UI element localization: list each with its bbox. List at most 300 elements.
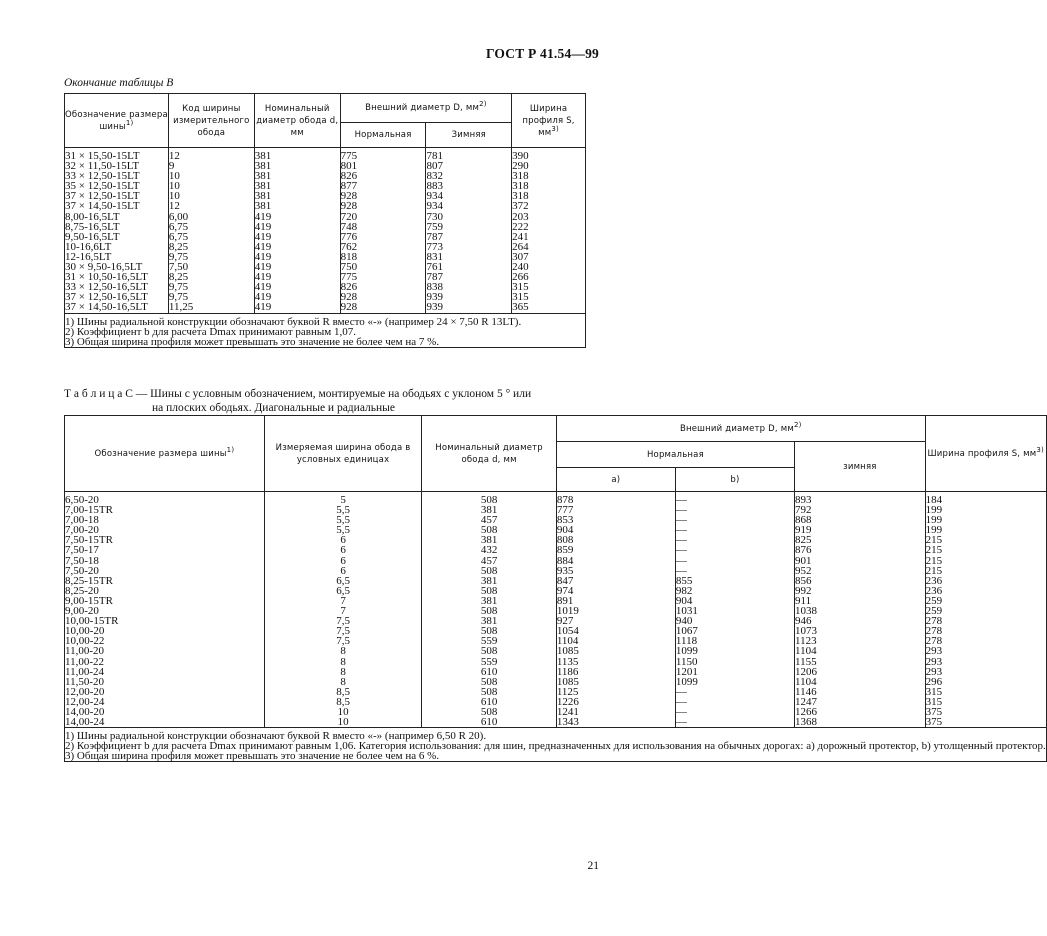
table-cell: 7,00-18 — [65, 515, 265, 525]
table-cell: 877 — [340, 181, 426, 191]
table-cell: 859 — [556, 545, 675, 555]
table-cell: 982 — [675, 586, 794, 596]
table-cell: 928 — [340, 292, 426, 302]
table-cell: 1201 — [675, 667, 794, 677]
table-cell: 5,5 — [264, 515, 422, 525]
table-cell: 7,50-20 — [65, 566, 265, 576]
table-row — [65, 707, 1047, 717]
table-cell: 37 × 12,50-16,5LT — [65, 292, 169, 302]
table-cell: 855 — [675, 576, 794, 586]
table-cell: 290 — [512, 161, 586, 171]
table-cell: 222 — [512, 222, 586, 232]
table-cell: 11,00-24 — [65, 667, 265, 677]
table-row — [65, 667, 1047, 677]
table-cell: 559 — [422, 636, 556, 646]
table-cell: — — [675, 566, 794, 576]
table-cell: 33 × 12,50-16,5LT — [65, 282, 169, 292]
table-cell: 940 — [675, 616, 794, 626]
table-cell: 8,25-15TR — [65, 576, 265, 586]
table-cell: 419 — [254, 242, 340, 252]
table-cell: 381 — [254, 171, 340, 181]
document-id: ГОСТ Р 41.54—99 — [485, 46, 599, 61]
table-cell: 610 — [422, 697, 556, 707]
table-cell: 315 — [512, 292, 586, 302]
table-cell: 7,5 — [264, 616, 422, 626]
table-cell: 826 — [340, 282, 426, 292]
table-c-caption — [64, 387, 584, 415]
table-row — [65, 717, 1047, 728]
table-cell: 6,75 — [168, 222, 254, 232]
table-cell: 14,00-24 — [65, 717, 265, 728]
table-cell: 293 — [925, 646, 1046, 656]
table-cell: 919 — [795, 525, 926, 535]
table-cell: — — [675, 707, 794, 717]
table-cell: 775 — [340, 148, 426, 162]
table-cell: 856 — [795, 576, 926, 586]
table-cell: 773 — [426, 242, 512, 252]
table-cell: 1104 — [795, 677, 926, 687]
table-cell: 8,25 — [168, 242, 254, 252]
table-cell: 801 — [340, 161, 426, 171]
table-cell: 939 — [426, 302, 512, 313]
table-cell: 8,25-20 — [65, 586, 265, 596]
table-cell: 1241 — [556, 707, 675, 717]
table-cell: 807 — [426, 161, 512, 171]
table-cell: 8,5 — [264, 697, 422, 707]
table-row — [65, 505, 1047, 515]
table-row — [65, 181, 586, 191]
table-cell: 935 — [556, 566, 675, 576]
table-cell: 9,75 — [168, 282, 254, 292]
table-cell: 315 — [512, 282, 586, 292]
footnote: 1) Шины радиальной конструкции обозначают буквой R вместо «-» (например 6,50 R 20). — [65, 730, 487, 743]
table-row — [65, 525, 1047, 535]
table-cell: 1155 — [795, 657, 926, 667]
table-cell: 381 — [254, 181, 340, 191]
table-c-caption-line2: на плоских ободьях. Диагональные и радиальные — [152, 402, 395, 414]
table-cell: 5,5 — [264, 505, 422, 515]
table-row — [65, 148, 586, 162]
table-cell: 878 — [556, 492, 675, 506]
header-profile-width: Ширина профиля S, $мм^{3)}$ — [512, 94, 586, 148]
table-cell: 775 — [340, 272, 426, 282]
table-cell: — — [675, 687, 794, 697]
table-cell: 893 — [795, 492, 926, 506]
header-width-code: Код ширины измерительного обода — [168, 94, 254, 148]
table-cell: 6,00 — [168, 212, 254, 222]
table-row — [65, 545, 1047, 555]
footnote: 3) Общая ширина профиля может превышать это значение не более чем на 6 %. — [65, 750, 440, 763]
table-cell: 419 — [254, 262, 340, 272]
table-cell: — — [675, 535, 794, 545]
table-cell: 11,00-20 — [65, 646, 265, 656]
footnote: 2) Коэффициент b для расчета Dmax принимают равным 1,06. Категория использования: для шин, предназначенных для использования на обычных дорогах: a) дорожный протектор, b) утолщенный протектор. — [65, 740, 1046, 753]
table-c — [64, 415, 1047, 762]
table-cell: 419 — [254, 222, 340, 232]
table-cell: 7,5 — [264, 626, 422, 636]
table-cell: 12,00-24 — [65, 697, 265, 707]
table-cell: 318 — [512, 171, 586, 181]
page-number: 21 — [587, 860, 599, 872]
table-c-body — [65, 492, 1047, 728]
table-cell: 12 — [168, 148, 254, 162]
table-cell: 8,00-16,5LT — [65, 212, 169, 222]
table-cell: 7,50-18 — [65, 556, 265, 566]
table-cell: 847 — [556, 576, 675, 586]
table-cell: 508 — [422, 677, 556, 687]
table-cell: — — [675, 492, 794, 506]
table-cell: 31 × 10,50-16,5LT — [65, 272, 169, 282]
table-cell: 278 — [925, 616, 1046, 626]
table-row — [65, 252, 586, 262]
table-row — [65, 302, 586, 313]
table-b — [64, 93, 586, 348]
table-cell: 7 — [264, 596, 422, 606]
table-cell: 215 — [925, 535, 1046, 545]
table-cell: 278 — [925, 626, 1046, 636]
table-cell: 1368 — [795, 717, 926, 728]
table-cell: 730 — [426, 212, 512, 222]
table-cell: 1343 — [556, 717, 675, 728]
table-cell: 8 — [264, 677, 422, 687]
table-cell: 720 — [340, 212, 426, 222]
table-row — [65, 606, 1047, 616]
table-cell: 7,50-15TR — [65, 535, 265, 545]
table-cell: 9 — [168, 161, 254, 171]
table-cell: 419 — [254, 282, 340, 292]
table-row — [65, 201, 586, 211]
table-cell: 7,00-20 — [65, 525, 265, 535]
table-cell: 318 — [512, 181, 586, 191]
table-cell: 6 — [264, 556, 422, 566]
table-cell: 1206 — [795, 667, 926, 677]
table-cell: 8 — [264, 646, 422, 656]
table-cell: 278 — [925, 636, 1046, 646]
header-outer-diameter: Внешний диаметр D, $мм^{2)}$ — [340, 94, 511, 123]
table-cell: 508 — [422, 492, 556, 506]
table-cell: 1118 — [675, 636, 794, 646]
table-cell: 781 — [426, 148, 512, 162]
table-row — [65, 566, 1047, 576]
table-cell: 1073 — [795, 626, 926, 636]
table-cell: 911 — [795, 596, 926, 606]
table-c-footnotes — [65, 728, 1047, 762]
table-cell: 904 — [556, 525, 675, 535]
header-winter: зимняя — [795, 442, 926, 492]
table-cell: 199 — [925, 525, 1046, 535]
table-cell: — — [675, 545, 794, 555]
table-row — [65, 492, 1047, 506]
table-cell: 296 — [925, 677, 1046, 687]
table-cell: 1266 — [795, 707, 926, 717]
table-cell: 974 — [556, 586, 675, 596]
table-cell: 9,00-15TR — [65, 596, 265, 606]
table-cell: 10 — [168, 191, 254, 201]
table-cell: 928 — [340, 191, 426, 201]
table-cell: 6 — [264, 545, 422, 555]
table-cell: — — [675, 717, 794, 728]
table-cell: 11,00-22 — [65, 657, 265, 667]
table-c-caption-line1: Т а б л и ц а C — Шины с условным обозначением, монтируемые на ободьях с уклоном 5 ° или — [64, 388, 532, 400]
table-cell: 7,5 — [264, 636, 422, 646]
table-cell: 508 — [422, 525, 556, 535]
table-cell: 432 — [422, 545, 556, 555]
table-cell: 215 — [925, 556, 1046, 566]
table-cell: 10 — [264, 707, 422, 717]
table-cell: 7,50-17 — [65, 545, 265, 555]
table-cell: 992 — [795, 586, 926, 596]
table-cell: 419 — [254, 292, 340, 302]
table-cell: 1038 — [795, 606, 926, 616]
table-cell: 508 — [422, 586, 556, 596]
header-nominal-diameter: Номинальный диаметр обода d, мм — [254, 94, 340, 148]
table-cell: 831 — [426, 252, 512, 262]
table-cell: 1085 — [556, 646, 675, 656]
table-row — [65, 535, 1047, 545]
table-cell: 6,75 — [168, 232, 254, 242]
table-cell: 508 — [422, 687, 556, 697]
table-cell: 315 — [925, 687, 1046, 697]
table-cell: 381 — [254, 161, 340, 171]
table-row — [65, 646, 1047, 656]
table-cell: 1099 — [675, 646, 794, 656]
table-row — [65, 636, 1047, 646]
header-nominal-diameter: Номинальный диаметр обода d, мм — [422, 416, 556, 492]
table-cell: 939 — [426, 292, 512, 302]
table-cell: 853 — [556, 515, 675, 525]
table-cell: 1150 — [675, 657, 794, 667]
table-cell: 904 — [675, 596, 794, 606]
table-cell: 952 — [795, 566, 926, 576]
footnote: 1) Шины радиальной конструкции обозначают буквой R вместо «-» (например 24 × 7,50 R 13LT). — [65, 315, 522, 328]
table-cell: 37 × 14,50-16,5LT — [65, 302, 169, 313]
header-designation: Обозначение размера шины$^{1)}$ — [65, 94, 169, 148]
header-outer-diameter: Внешний диаметр D, $мм^{2)}$ — [556, 416, 925, 442]
table-cell: 419 — [254, 232, 340, 242]
table-cell: 1135 — [556, 657, 675, 667]
table-cell: 928 — [340, 302, 426, 313]
table-cell: 184 — [925, 492, 1046, 506]
table-cell: 375 — [925, 717, 1046, 728]
table-cell: 883 — [426, 181, 512, 191]
table-cell: 372 — [512, 201, 586, 211]
table-cell: 7,00-15TR — [65, 505, 265, 515]
table-cell: 293 — [925, 667, 1046, 677]
table-cell: 868 — [795, 515, 926, 525]
table-cell: 559 — [422, 657, 556, 667]
table-cell: 259 — [925, 596, 1046, 606]
table-cell: 610 — [422, 667, 556, 677]
table-cell: 1104 — [795, 646, 926, 656]
table-cell: 8,5 — [264, 687, 422, 697]
table-cell: 884 — [556, 556, 675, 566]
table-cell: — — [675, 505, 794, 515]
table-cell: 11,25 — [168, 302, 254, 313]
table-cell: 241 — [512, 232, 586, 242]
table-cell: 7,50 — [168, 262, 254, 272]
table-cell: 762 — [340, 242, 426, 252]
table-cell: 203 — [512, 212, 586, 222]
table-cell: 946 — [795, 616, 926, 626]
table-cell: 1226 — [556, 697, 675, 707]
table-cell: 390 — [512, 148, 586, 162]
table-cell: 508 — [422, 646, 556, 656]
table-cell: 10 — [168, 181, 254, 191]
table-row — [65, 232, 586, 242]
table-cell: 750 — [340, 262, 426, 272]
table-cell: — — [675, 515, 794, 525]
table-cell: 35 × 12,50-15LT — [65, 181, 169, 191]
table-cell: 9,75 — [168, 292, 254, 302]
table-cell: 6,5 — [264, 576, 422, 586]
table-cell: 9,00-20 — [65, 606, 265, 616]
table-cell: 6,50-20 — [65, 492, 265, 506]
table-cell: 31 × 15,50-15LT — [65, 148, 169, 162]
table-cell: 381 — [422, 576, 556, 586]
table-cell: 419 — [254, 302, 340, 313]
table-cell: 610 — [422, 717, 556, 728]
table-row — [65, 596, 1047, 606]
table-cell: 1247 — [795, 697, 926, 707]
table-cell: 838 — [426, 282, 512, 292]
table-cell: 419 — [254, 252, 340, 262]
table-cell: 7 — [264, 606, 422, 616]
table-cell: 10 — [168, 171, 254, 181]
table-cell: 315 — [925, 697, 1046, 707]
table-cell: 318 — [512, 191, 586, 201]
table-cell: 264 — [512, 242, 586, 252]
table-cell: 6,5 — [264, 586, 422, 596]
table-cell: 808 — [556, 535, 675, 545]
table-cell: 381 — [422, 616, 556, 626]
table-cell: 266 — [512, 272, 586, 282]
table-cell: 375 — [925, 707, 1046, 717]
table-row — [65, 616, 1047, 626]
table-cell: 787 — [426, 232, 512, 242]
header-measured-width: Измеряемая ширина обода в условных единицах — [264, 416, 422, 492]
table-cell: 12-16,5LT — [65, 252, 169, 262]
table-cell: 508 — [422, 566, 556, 576]
table-cell: 9,50-16,5LT — [65, 232, 169, 242]
table-cell: 1085 — [556, 677, 675, 687]
table-cell: 1104 — [556, 636, 675, 646]
table-cell: 508 — [422, 707, 556, 717]
table-cell: 457 — [422, 556, 556, 566]
table-cell: 761 — [426, 262, 512, 272]
footnote: 2) Коэффициент b для расчета Dmax принимают равным 1,07. — [65, 325, 356, 338]
table-cell: 259 — [925, 606, 1046, 616]
table-cell: 419 — [254, 272, 340, 282]
table-cell: 1031 — [675, 606, 794, 616]
table-row — [65, 242, 586, 252]
table-cell: 792 — [795, 505, 926, 515]
table-cell: 381 — [254, 201, 340, 211]
table-cell: 508 — [422, 626, 556, 636]
table-cell: 10,00-22 — [65, 636, 265, 646]
table-cell: 215 — [925, 545, 1046, 555]
table-cell: 1146 — [795, 687, 926, 697]
table-cell: 8,25 — [168, 272, 254, 282]
table-cell: 5 — [264, 492, 422, 506]
table-row — [65, 222, 586, 232]
table-row — [65, 556, 1047, 566]
table-cell: 199 — [925, 505, 1046, 515]
table-cell: — — [675, 697, 794, 707]
table-cell: 1099 — [675, 677, 794, 687]
header-profile-width: Ширина профиля S, $мм^{3)}$ — [925, 416, 1046, 492]
table-cell: 928 — [340, 201, 426, 211]
table-cell: 381 — [422, 505, 556, 515]
table-cell: 776 — [340, 232, 426, 242]
table-cell: 11,50-20 — [65, 677, 265, 687]
table-cell: 8 — [264, 667, 422, 677]
table-cell: 508 — [422, 606, 556, 616]
table-row — [65, 697, 1047, 707]
table-cell: 419 — [254, 212, 340, 222]
table-cell: 787 — [426, 272, 512, 282]
table-cell: 1123 — [795, 636, 926, 646]
table-cell: 1067 — [675, 626, 794, 636]
table-cell: 37 × 14,50-15LT — [65, 201, 169, 211]
table-cell: 10,00-20 — [65, 626, 265, 636]
table-cell: 37 × 12,50-15LT — [65, 191, 169, 201]
table-cell: 236 — [925, 586, 1046, 596]
table-row — [65, 677, 1047, 687]
table-cell: 832 — [426, 171, 512, 181]
table-cell: 826 — [340, 171, 426, 181]
table-b-footnotes — [65, 313, 586, 347]
table-cell: 6 — [264, 535, 422, 545]
header-winter: Зимняя — [426, 123, 512, 148]
table-cell: 215 — [925, 566, 1046, 576]
table-cell: 240 — [512, 262, 586, 272]
table-cell: — — [675, 525, 794, 535]
table-cell: 1186 — [556, 667, 675, 677]
table-cell: 891 — [556, 596, 675, 606]
table-cell: 199 — [925, 515, 1046, 525]
table-cell: 14,00-20 — [65, 707, 265, 717]
footnote: 3) Общая ширина профиля может превышать это значение не более чем на 7 %. — [65, 335, 440, 348]
table-cell: 1054 — [556, 626, 675, 636]
header-col-a: a) — [556, 468, 675, 492]
table-cell: 381 — [422, 596, 556, 606]
table-cell: 10,00-15TR — [65, 616, 265, 626]
table-row — [65, 171, 586, 181]
table-cell: 818 — [340, 252, 426, 262]
table-cell: 6 — [264, 566, 422, 576]
table-cell: 10-16,6LT — [65, 242, 169, 252]
table-cell: 934 — [426, 191, 512, 201]
table-cell: 8,75-16,5LT — [65, 222, 169, 232]
table-cell: 381 — [254, 148, 340, 162]
table-cell: 934 — [426, 201, 512, 211]
table-cell: 32 × 11,50-15LT — [65, 161, 169, 171]
table-cell: 1125 — [556, 687, 675, 697]
header-col-b: b) — [675, 468, 794, 492]
table-cell: 365 — [512, 302, 586, 313]
table-row — [65, 687, 1047, 697]
header-designation: Обозначение размера шины$^{1)}$ — [65, 416, 265, 492]
table-cell: 9,75 — [168, 252, 254, 262]
header-normal: Нормальная — [340, 123, 426, 148]
table-row — [65, 212, 586, 222]
table-cell: 33 × 12,50-15LT — [65, 171, 169, 181]
table-cell: 5,5 — [264, 525, 422, 535]
table-cell: 381 — [254, 191, 340, 201]
table-cell: 927 — [556, 616, 675, 626]
header-normal: Нормальная — [556, 442, 794, 468]
table-row — [65, 191, 586, 201]
